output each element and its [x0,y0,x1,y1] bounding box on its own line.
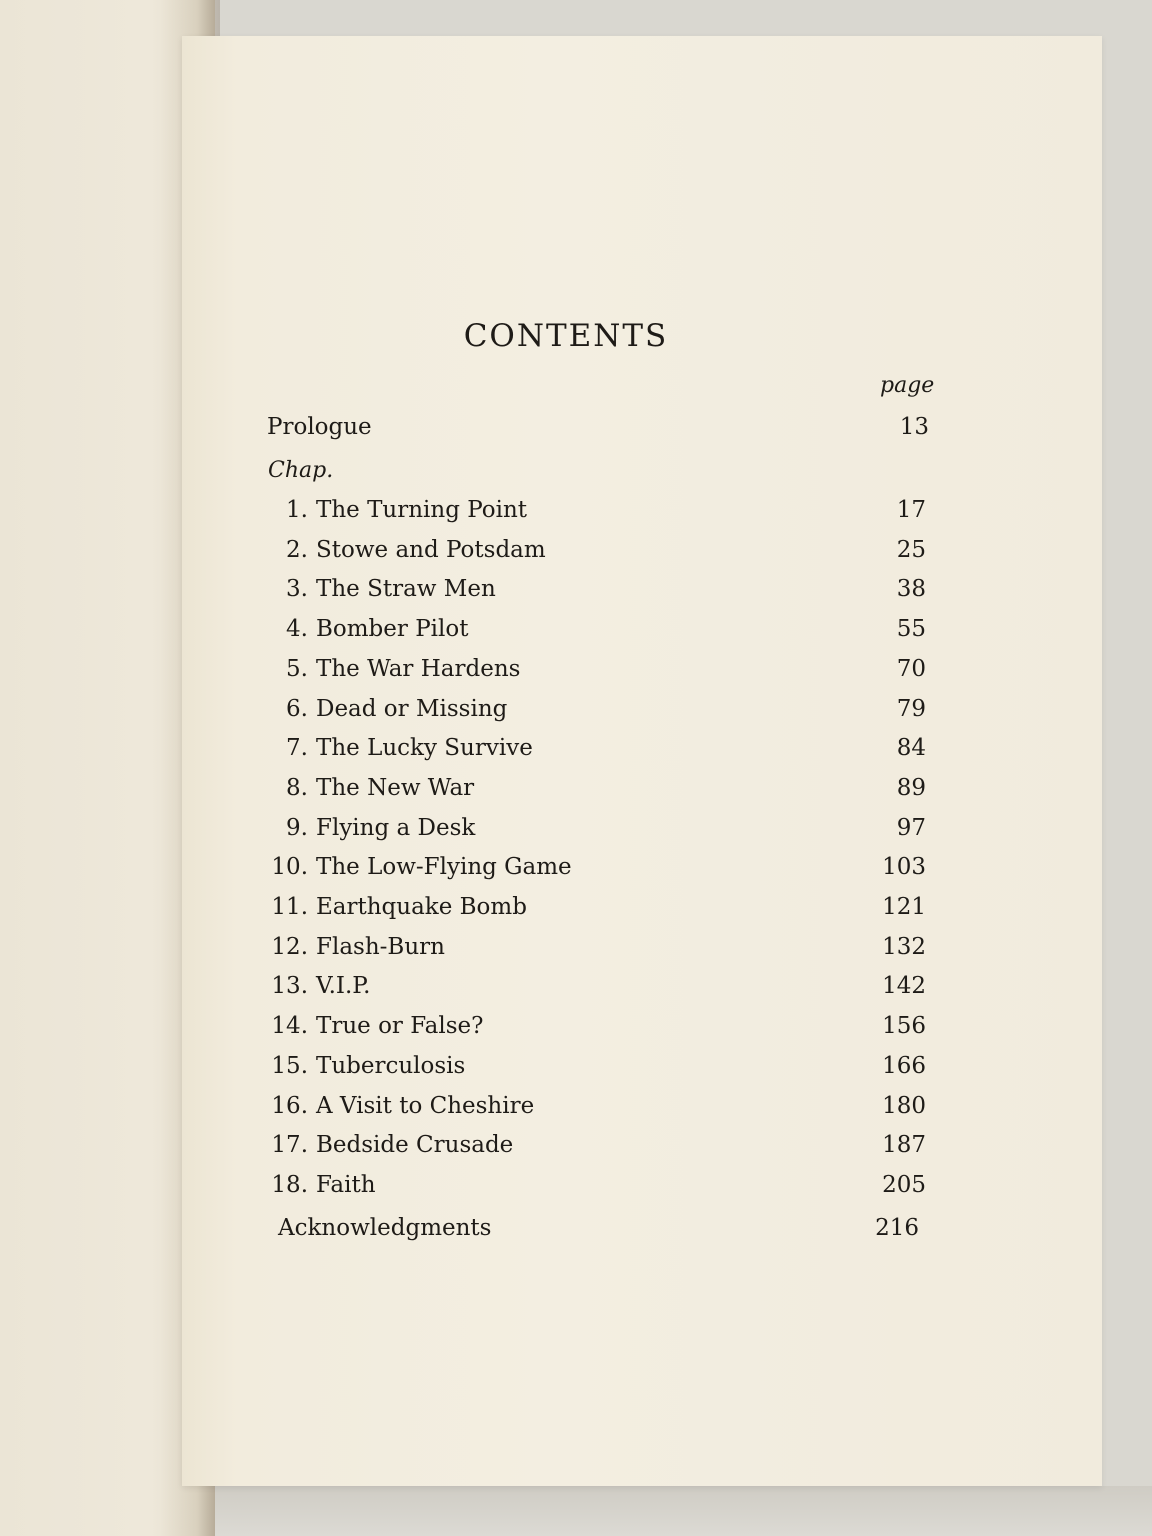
chapter-title: Tuberculosis [316,1053,466,1079]
toc-entry-title: Prologue [267,414,372,440]
contents-heading-text: CONTENTS [463,318,669,354]
toc-entry-label [268,576,496,602]
toc-entry-label [268,934,445,960]
chapter-number: 15. [271,1053,308,1079]
chapter-page-number: 17 [896,497,926,523]
chapter-page-number: 84 [896,735,926,761]
chapter-title: The Straw Men [316,576,496,602]
toc-entry-label [268,775,474,801]
toc-entry-page: 216 [875,1215,919,1241]
chapter-title: Faith [316,1172,376,1198]
toc-entry-label [268,973,370,999]
toc-entry-label [268,735,533,761]
toc-entry-chapter [268,656,926,690]
chapter-title: Flying a Desk [316,815,476,841]
toc-entry-label [268,656,520,682]
toc-entry-chapter [268,1172,926,1206]
chapter-title: True or False? [316,1013,484,1039]
toc-entry-page: 13 [899,414,929,440]
chapter-title: The Lucky Survive [316,735,533,761]
chapter-number: 10. [271,854,308,880]
toc-entry-title: Acknowledgments [278,1215,492,1241]
toc-entry-label [268,815,475,841]
toc-entry-label [268,1053,465,1079]
toc-entry-chapter [268,735,926,769]
chapter-number: 8. [286,775,308,801]
toc-entry-label [268,894,527,920]
chapter-number: 14. [271,1013,308,1039]
toc-entry-chapter [268,934,926,968]
chapter-page-number: 142 [882,973,926,999]
toc-entry-chapter [268,537,926,571]
toc-entry-label [268,696,507,722]
toc-entry-chapter [268,1013,926,1047]
toc-entry-chapter [268,616,926,650]
toc-entry-prologue [267,414,929,448]
toc-entry-label [268,497,527,523]
chapter-number: 11. [271,894,308,920]
chapter-number: 17. [271,1132,308,1158]
chapter-title: Stowe and Potsdam [316,537,546,563]
chapter-title: The New War [316,775,475,801]
toc-entry-chapter [268,1093,926,1127]
chapter-title: Bedside Crusade [316,1132,514,1158]
chapter-title: Earthquake Bomb [316,894,527,920]
toc-entry-acknowledgments [278,1215,919,1249]
chapter-number: 6. [286,696,308,722]
chapter-title: The War Hardens [316,656,521,682]
chapter-title: Bomber Pilot [316,616,469,642]
chapter-page-number: 121 [882,894,926,920]
chapter-number: 9. [286,815,308,841]
chapter-page-number: 132 [882,934,926,960]
chapter-number: 12. [271,934,308,960]
chapter-title: A Visit to Cheshire [316,1093,535,1119]
page-column-label: page [880,373,935,398]
toc-entry-chapter [268,854,926,888]
chapter-number: 1. [286,497,308,523]
toc-entry-chapter [268,815,926,849]
chapter-page-number: 55 [896,616,926,642]
toc-entry-chapter [268,576,926,610]
chapter-page-number: 156 [882,1013,926,1039]
page-bottom-shadow [215,1486,1152,1536]
chapter-page-number: 205 [882,1172,926,1198]
chapter-number: 7. [286,735,308,761]
toc-entry-chapter [268,973,926,1007]
chapter-title: V.I.P. [316,973,371,999]
chapter-page-number: 25 [896,537,926,563]
chapter-page-number: 187 [882,1132,926,1158]
chapter-title: Dead or Missing [316,696,508,722]
chapter-title: The Turning Point [316,497,528,523]
toc-entry-label [268,1172,376,1198]
toc-entry-chapter [268,1132,926,1166]
chapter-page-number: 97 [896,815,926,841]
toc-entry-label [268,854,572,880]
chapter-title: Flash-Burn [316,934,445,960]
toc-entry-label [268,1132,513,1158]
chapter-number: 16. [271,1093,308,1119]
toc-entry-chapter [268,497,926,531]
toc-entry-chapter [268,894,926,928]
chapter-page-number: 103 [882,854,926,880]
chapter-number: 13. [271,973,308,999]
chapter-number: 3. [286,576,308,602]
toc-entry-label [268,1093,534,1119]
toc-entry-label [268,1013,483,1039]
chapter-label: Chap. [268,458,334,483]
chapter-number: 4. [286,616,308,642]
chapter-page-number: 166 [882,1053,926,1079]
chapter-number: 2. [286,537,308,563]
chapter-page-number: 180 [882,1093,926,1119]
chapter-page-number: 79 [896,696,926,722]
chapter-page-number: 89 [896,775,926,801]
toc-entry-chapter [268,696,926,730]
chapter-title: The Low-Flying Game [316,854,572,880]
toc-entry-chapter [268,1053,926,1087]
toc-entry-chapter [268,775,926,809]
chapter-number: 18. [271,1172,308,1198]
chapter-page-number: 70 [896,656,926,682]
toc-entry-label [268,616,468,642]
chapter-number: 5. [286,656,308,682]
toc-entry-label [268,537,546,563]
contents-heading [0,318,1152,354]
chapter-page-number: 38 [896,576,926,602]
